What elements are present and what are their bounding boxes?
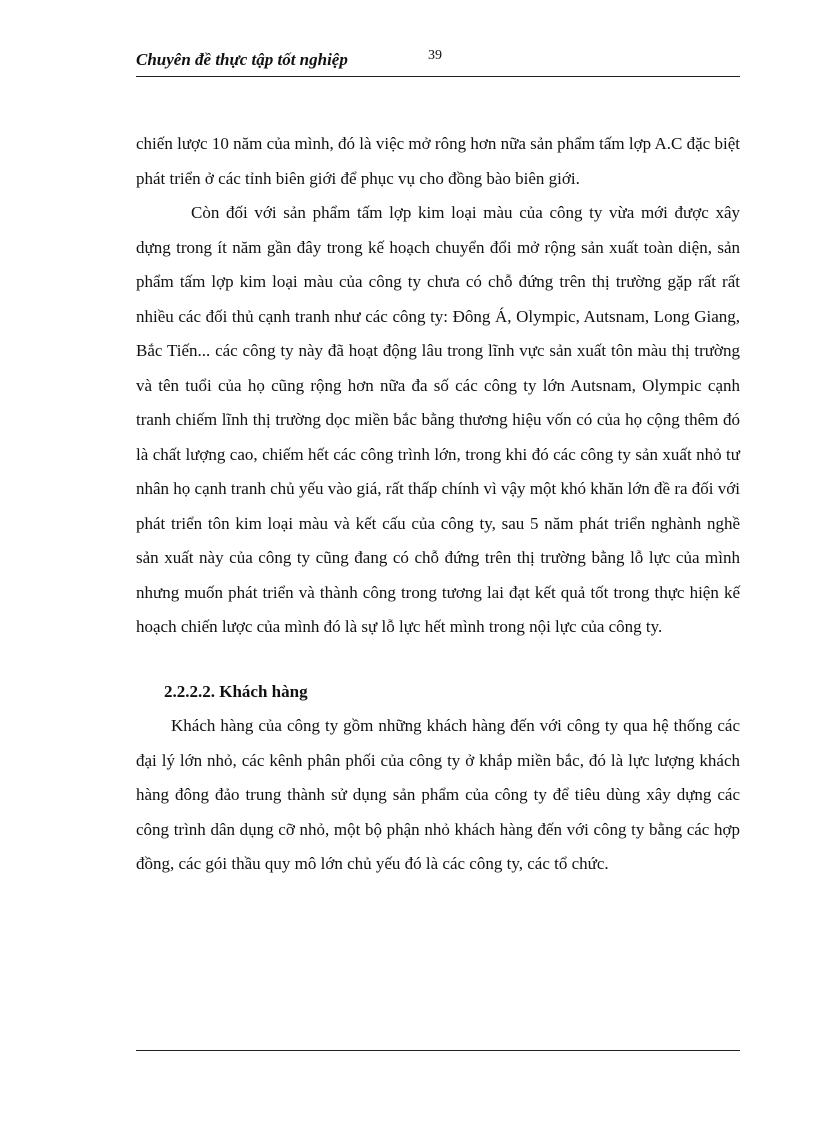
- section-heading: 2.2.2.2. Khách hàng: [164, 681, 308, 701]
- page-number: 39: [428, 48, 442, 63]
- page-header: [136, 48, 740, 74]
- document-body: [136, 127, 740, 882]
- header-divider: [136, 76, 740, 77]
- paragraph-continuation: chiến lược 10 năm của mình, đó là việc mở rông hơn nữa sản phẩm tấm lợp A.C đặc biệt phát triển ở các tỉnh biên giới để phục vụ cho đồng bào biên giới.: [136, 134, 740, 188]
- paragraph-competitors: Còn đối với sản phẩm tấm lợp kim loại màu của công ty vừa mới được xây dựng trong ít năm gần đây trong kế hoạch chuyển đổi mở rộng sản xuất toàn diện, sản phẩm tấm lợp kim loại màu của công ty chưa có chỗ đứng trên thị trường gặp rất rất nhiều các đối thủ cạnh tranh như các công ty: Đông Á, Olympic, Autsnam, Long Giang, Bắc Tiến... các công ty này đã hoạt động lâu trong lĩnh vực sản xuất tôn màu thị trường và tên tuổi của họ cũng rộng hơn nữa đa số các công ty lớn Autsnam, Olympic cạnh tranh chiếm lĩnh thị trường dọc miền bắc bằng thương hiệu vốn có của họ cộng thêm đó là chất lượng cao, chiếm hết các công trình lớn, trong khi đó các công ty sản xuất nhỏ tư nhân họ cạnh tranh chủ yếu vào giá, rất thấp chính vì vậy một khó khăn lớn đề ra đối với phát triển tôn kim loại màu và kết cấu của công ty, sau 5 năm phát triển nghành nghề sản xuất này của công ty cũng đang có chỗ đứng trên thị trường bằng lỗ lực của mình nhưng muốn phát triển và thành công trong tương lai đạt kết quả tốt trong thực hiện kế hoạch chiến lược của mình đó là sự lỗ lực hết mình trong nội lực của công ty.: [136, 203, 740, 636]
- footer-divider: [136, 1050, 740, 1051]
- document-title: Chuyên đề thực tập tốt nghiệp: [136, 50, 348, 69]
- paragraph-customers: Khách hàng của công ty gồm những khách hàng đến với công ty qua hệ thống các đại lý lớn nhỏ, các kênh phân phối của công ty ở khắp miền bắc, đó là lực lượng khách hàng đông đảo trung thành sử dụng sản phẩm của công ty để tiêu dùng xây dựng các công trình dân dụng cỡ nhỏ, một bộ phận nhỏ khách hàng đến với công ty bằng các hợp đồng, các gói thầu quy mô lớn chủ yếu đó là các công ty, các tổ chức.: [136, 716, 740, 873]
